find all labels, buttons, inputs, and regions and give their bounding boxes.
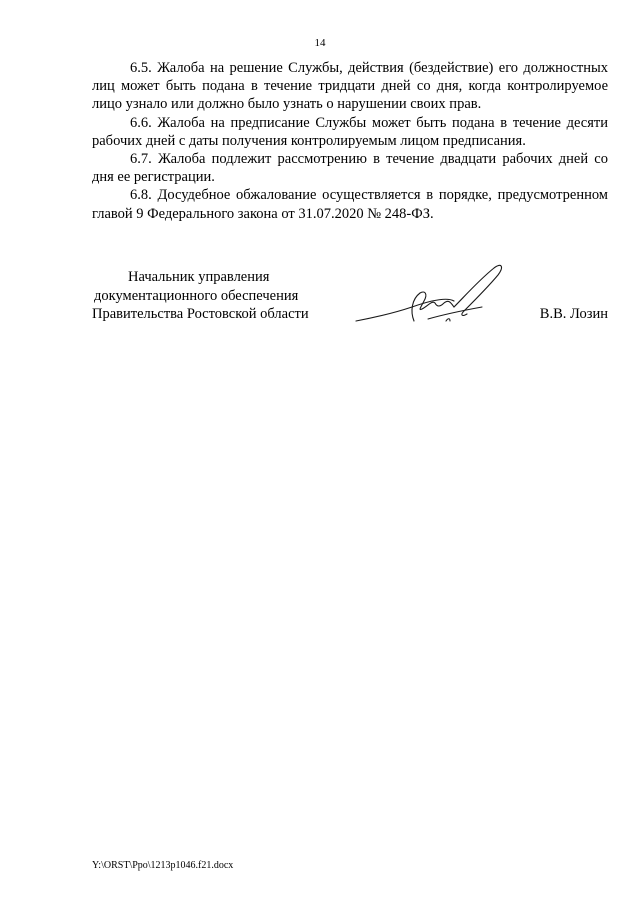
file-path: Y:\ORST\Ppo\1213p1046.f21.docx [92,860,234,871]
signatory-position-line-1: Начальник управления [128,269,270,285]
paragraph-6-7: 6.7. Жалоба подлежит рассмотрению в течение двадцати рабочих дней со дня ее регистрации. [92,151,608,186]
handwritten-signature [342,263,512,335]
signatory-name: В.В. Лозин [539,306,608,323]
signatory-position-line-3: Правительства Ростовской области [92,306,309,323]
document-body [92,59,608,223]
paragraph-6-8: 6.8. Досудебное обжалование осуществляется в порядке, предусмотренном главой 9 Федерального закона от 31.07.2020 № 248-ФЗ. [92,187,608,222]
page-number: 14 [314,37,326,49]
paragraph-6-5: 6.5. Жалоба на решение Службы, действия (бездействие) его должностных лиц может быть подана в течение тридцати дней со дня, когда контролируемое лицо узнало или должно было узнать о нарушении своих прав. [92,60,608,113]
signatory-position-line-2: документационного обеспечения [94,287,299,304]
paragraph-6-6: 6.6. Жалоба на предписание Службы может быть подана в течение десяти рабочих дней с даты получения контролируемым лицом предписания. [92,114,608,149]
